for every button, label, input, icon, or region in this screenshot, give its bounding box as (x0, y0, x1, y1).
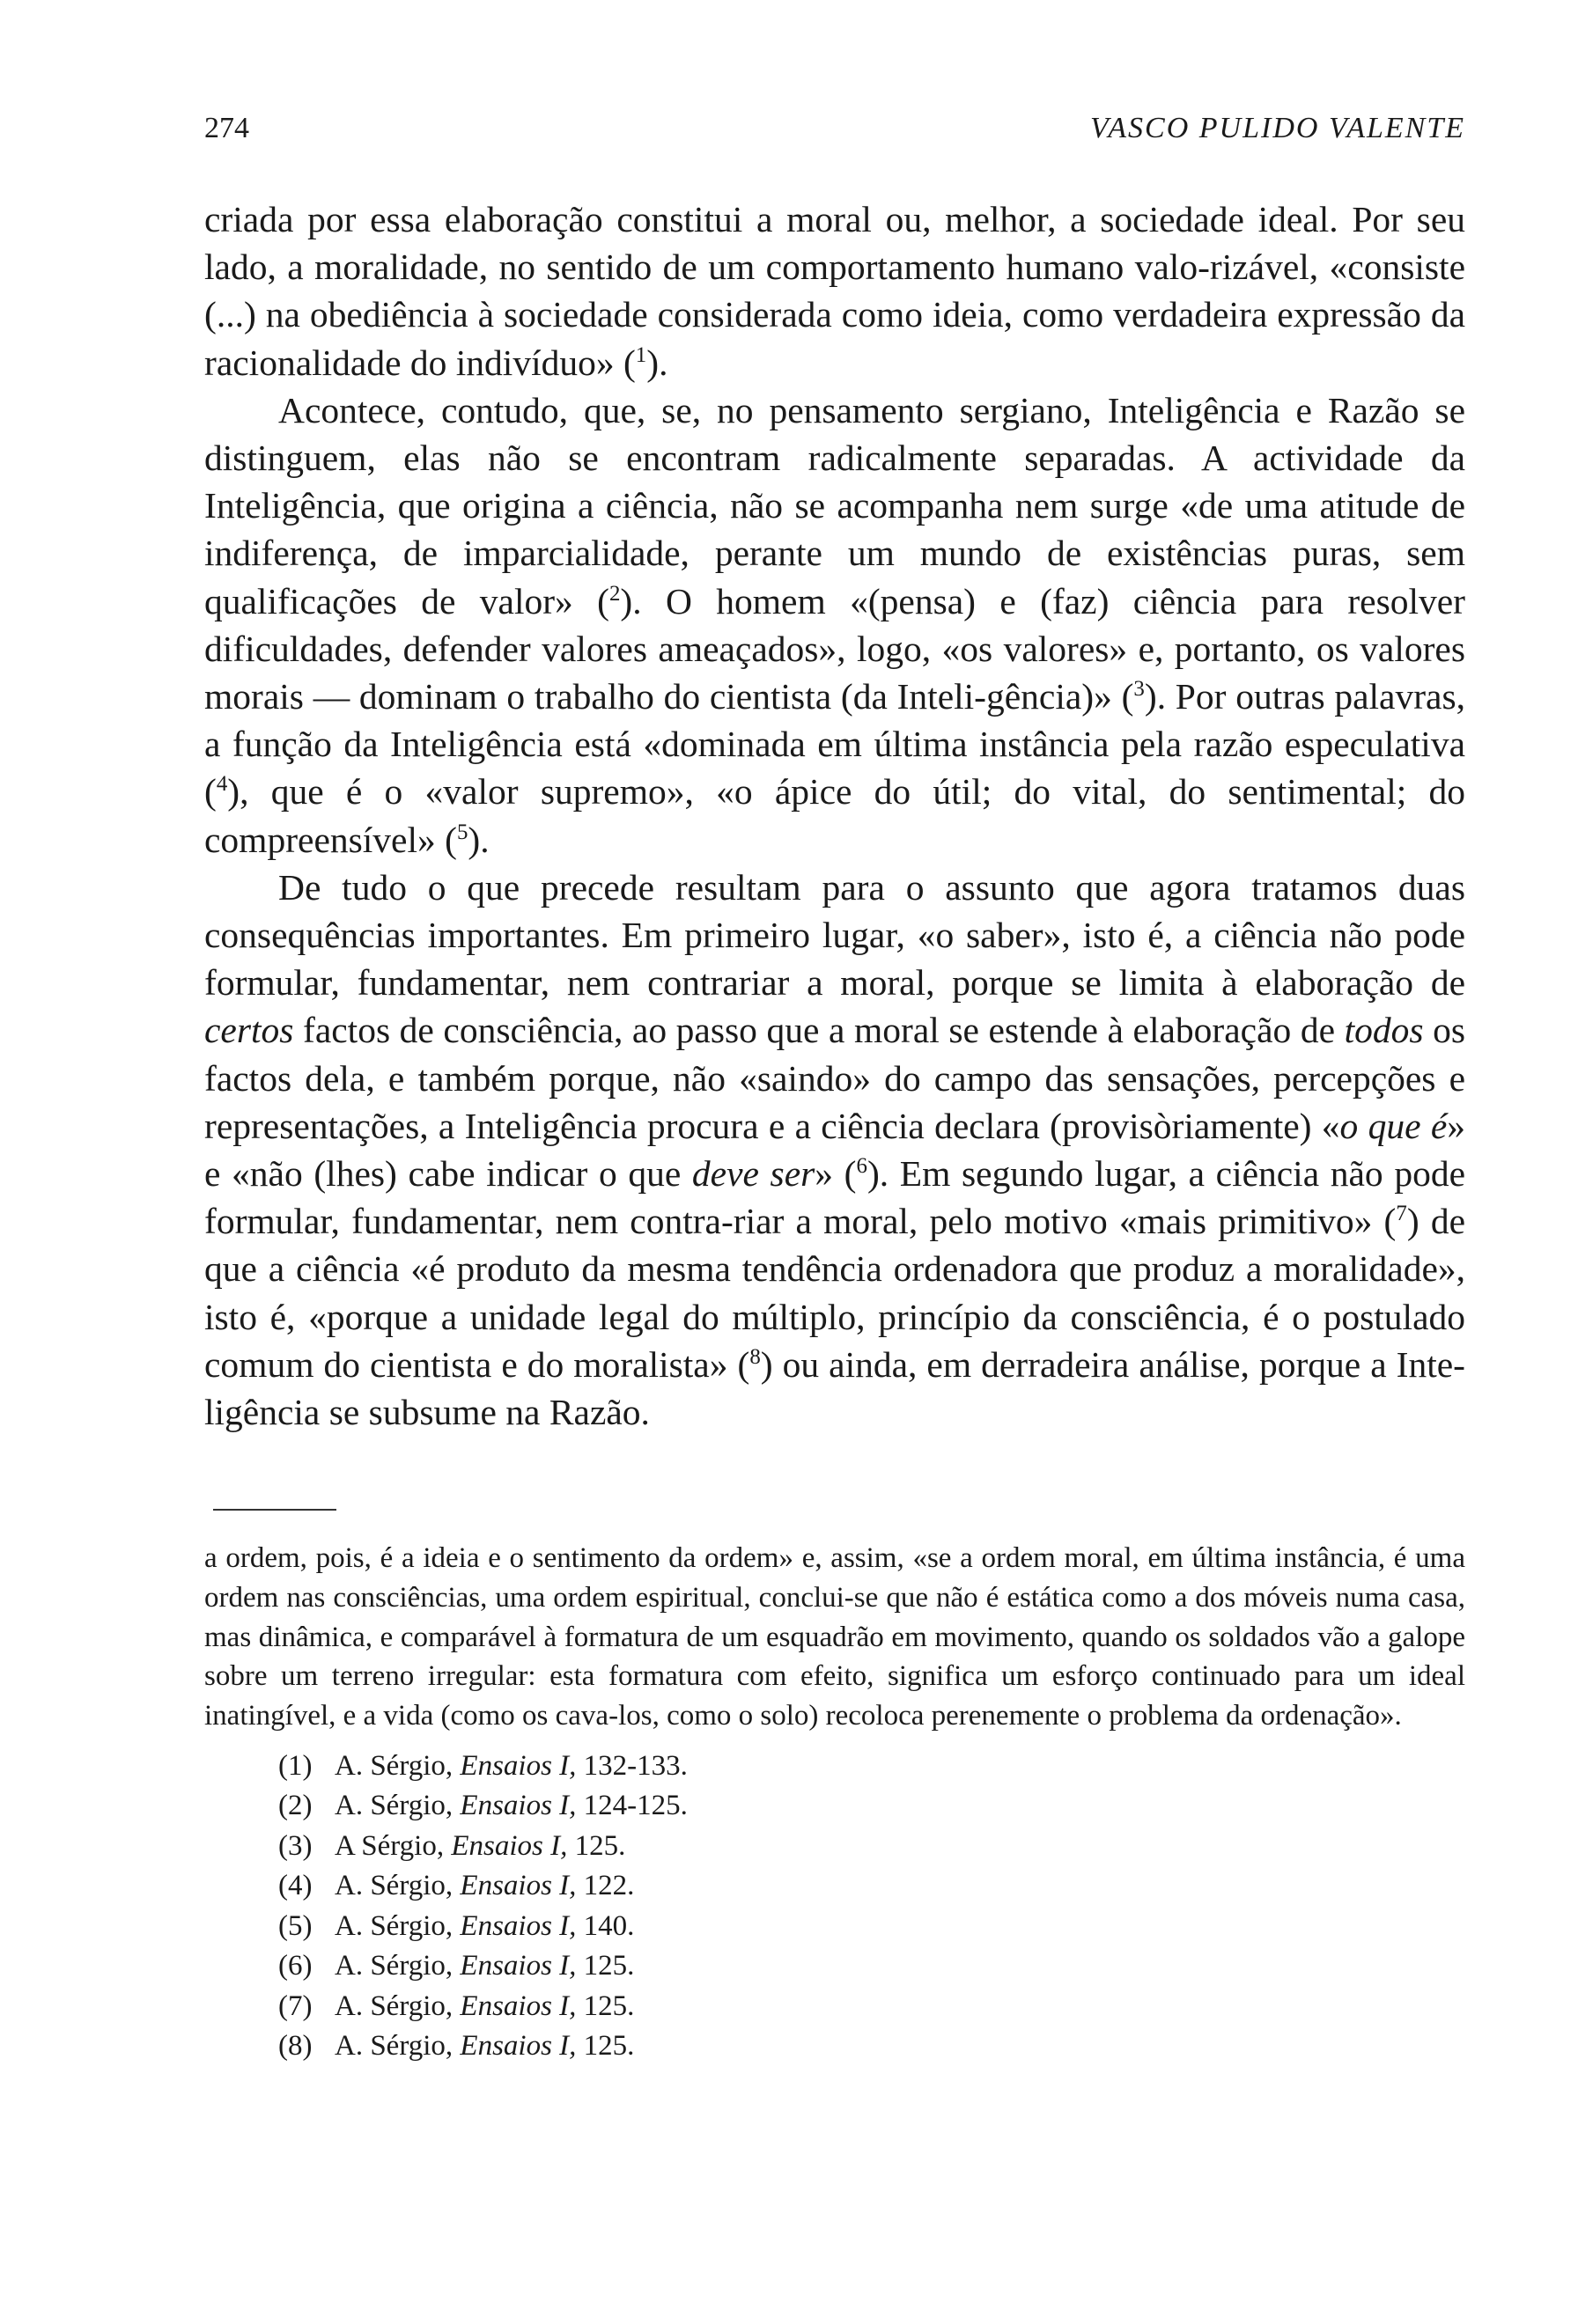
footnote-author: A. Sérgio, (335, 1870, 453, 1902)
footnote-marker: (8) (278, 2030, 313, 2063)
footnote-work: Ensaios I, (451, 1829, 568, 1862)
footnote-item (204, 1946, 1465, 1987)
footnote-list (204, 1747, 1465, 2067)
footnote-pages: 132-133. (583, 1749, 688, 1782)
footnote-marker: (1) (278, 1749, 313, 1782)
text-run: ). (468, 819, 490, 860)
footnote-marker: (6) (278, 1950, 313, 1982)
footnote-pages: 125. (583, 1989, 635, 2022)
footnote-ref: 3 (1133, 677, 1145, 702)
text-run: ), que é o «valor supremo», «o ápice do útil; do vital, do sentimental; do compreensível» ( (204, 771, 1465, 860)
text-run: De tudo o que precede resultam para o assunto que agora tratamos duas consequências importantes. Em primeiro lugar, «o saber», isto é, a ciência não pode formular, fundamentar, nem contrariar a moral, porque se limita à elaboração de (204, 866, 1465, 1004)
text-run: ). Em segundo lugar, a ciência não pode formular, fundamentar, nem contra-riar a moral, pelo motivo «mais primitivo» ( (204, 1153, 1465, 1242)
paragraph (204, 386, 1465, 864)
text-run: ) ou ainda, em derradeira análise, porque a Inte-ligência se subsume na Razão. (204, 1343, 1465, 1433)
footnote-ref: 5 (456, 820, 468, 844)
footnote-author: A. Sérgio, (335, 1909, 453, 1942)
text-run: criada por essa elaboração constitui a moral ou, melhor, a sociedade ideal. Por seu lado, a moralidade, no sentido de um comportamento humano valo-rizável, «consiste (...) na obediência à sociedade considerada como ideia, como verdadeira expressão da racionalidade do indivíduo» ( (204, 199, 1465, 383)
footnote-work: Ensaios I, (460, 1950, 577, 1982)
footnote-ref: 1 (635, 342, 647, 367)
page-number: 274 (204, 112, 249, 144)
footnote-marker: (4) (278, 1870, 313, 1902)
footnote-author: A. Sérgio, (335, 2030, 453, 2063)
footnote-item (204, 1827, 1465, 1867)
footnote-item (204, 1907, 1465, 1947)
footnote-marker: (5) (278, 1909, 313, 1942)
footnote-work: Ensaios I, (460, 1909, 577, 1942)
text-run: ). Por outras palavras, a função da Inteligência está «dominada em última instância pela razão especulativa ( (204, 676, 1465, 813)
page-header (204, 112, 1465, 156)
emphasis: deve ser (691, 1153, 815, 1195)
footnote-pages: 122. (583, 1870, 635, 1902)
text-run: os factos dela, e também porque, não «saindo» do campo das sensações, percepções e representações, a Inteligência procura e a ciência declara (provisòriamente) « (204, 1010, 1465, 1146)
footnotes (204, 1539, 1465, 2067)
text-run: factos de consciência, ao passo que a moral se estende à elaboração de (293, 1010, 1345, 1051)
footnote-marker: (3) (278, 1829, 313, 1862)
footnote-author: A Sérgio, (335, 1829, 445, 1862)
footnote-marker: (7) (278, 1989, 313, 2022)
footnote-ref: 2 (608, 581, 621, 606)
footnote-work: Ensaios I, (460, 1870, 577, 1902)
running-head: VASCO PULIDO VALENTE (1090, 112, 1465, 144)
footnote-item (204, 1747, 1465, 1787)
footnote-work: Ensaios I, (460, 1790, 577, 1822)
footnote-ref: 8 (749, 1344, 761, 1369)
footnote-item (204, 2026, 1465, 2067)
footnote-author: A. Sérgio, (335, 1950, 453, 1982)
text-run: Acontece, contudo, que, se, no pensamento sergiano, Inteligência e Razão se distinguem, elas não se encontram radicalmente separadas. A actividade da Inteligência, que origina a ciência, não se acompanha nem surge «de uma atitude de indiferença, de imparcialidade, perante um mundo de existências puras, sem qualificações de valor» ( (204, 389, 1465, 621)
paragraph (204, 864, 1465, 1436)
footnote-pages: 124-125. (583, 1790, 688, 1822)
text-run: » ( (815, 1153, 857, 1195)
footnote-pages: 125. (583, 1950, 635, 1982)
footnote-item (204, 1786, 1465, 1827)
footnote-work: Ensaios I, (460, 1989, 577, 2022)
footnote-author: A. Sérgio, (335, 1989, 453, 2022)
footnote-continuation: a ordem, pois, é a ideia e o sentimento da ordem» e, assim, «se a ordem moral, em última instância, é uma ordem nas consciências, uma ordem espiritual, conclui-se que não é estática como a dos móveis numa casa, mas dinâmica, e comparável à formatura de um esquadrão em movimento, quando os soldados vão a galope sobre um terreno irregular: esta formatura com efeito, significa um esforço continuado para um ideal inatingível, e a vida (como os cava-los, como o solo) recoloca perenemente o problema da ordenação». (204, 1542, 1465, 1732)
footnote-ref: 4 (216, 772, 228, 797)
text-run: ). (646, 342, 668, 383)
footnote-item (204, 1866, 1465, 1907)
footnote-author: A. Sérgio, (335, 1790, 453, 1822)
footnote-ref: 6 (856, 1154, 867, 1179)
body-text (204, 195, 1465, 1436)
footnote-pages: 125. (583, 2030, 635, 2063)
footnote-marker: (2) (278, 1790, 313, 1822)
footnote-pages: 125. (574, 1829, 626, 1862)
text-run: ). O homem «(pensa) e (faz) ciência para resolver dificuldades, defender valores ameaçados», logo, «os valores» e, portanto, os valores morais — dominam o trabalho do cientista (da Inteli-gência)» ( (204, 580, 1465, 717)
footnote-author: A. Sérgio, (335, 1749, 453, 1782)
footnote-item (204, 1987, 1465, 2027)
emphasis: o que é (1339, 1105, 1448, 1146)
text-run: ) de que a ciência «é produto da mesma tendência ordenadora que produz a moralidade», isto é, «porque a unidade legal do múltiplo, princípio da consciência, é o postulado comum do cientista e do moralista» ( (204, 1201, 1465, 1385)
footnote-separator (213, 1509, 336, 1511)
text-run: » e «não (lhes) cabe indicar o que (204, 1105, 1465, 1195)
emphasis: certos (204, 1010, 294, 1051)
footnote-work: Ensaios I, (460, 2030, 577, 2063)
footnote-work: Ensaios I, (460, 1749, 577, 1782)
paragraph (204, 195, 1465, 386)
footnote-pages: 140. (583, 1909, 635, 1942)
footnote-ref: 7 (1396, 1202, 1407, 1226)
emphasis: todos (1344, 1010, 1424, 1051)
